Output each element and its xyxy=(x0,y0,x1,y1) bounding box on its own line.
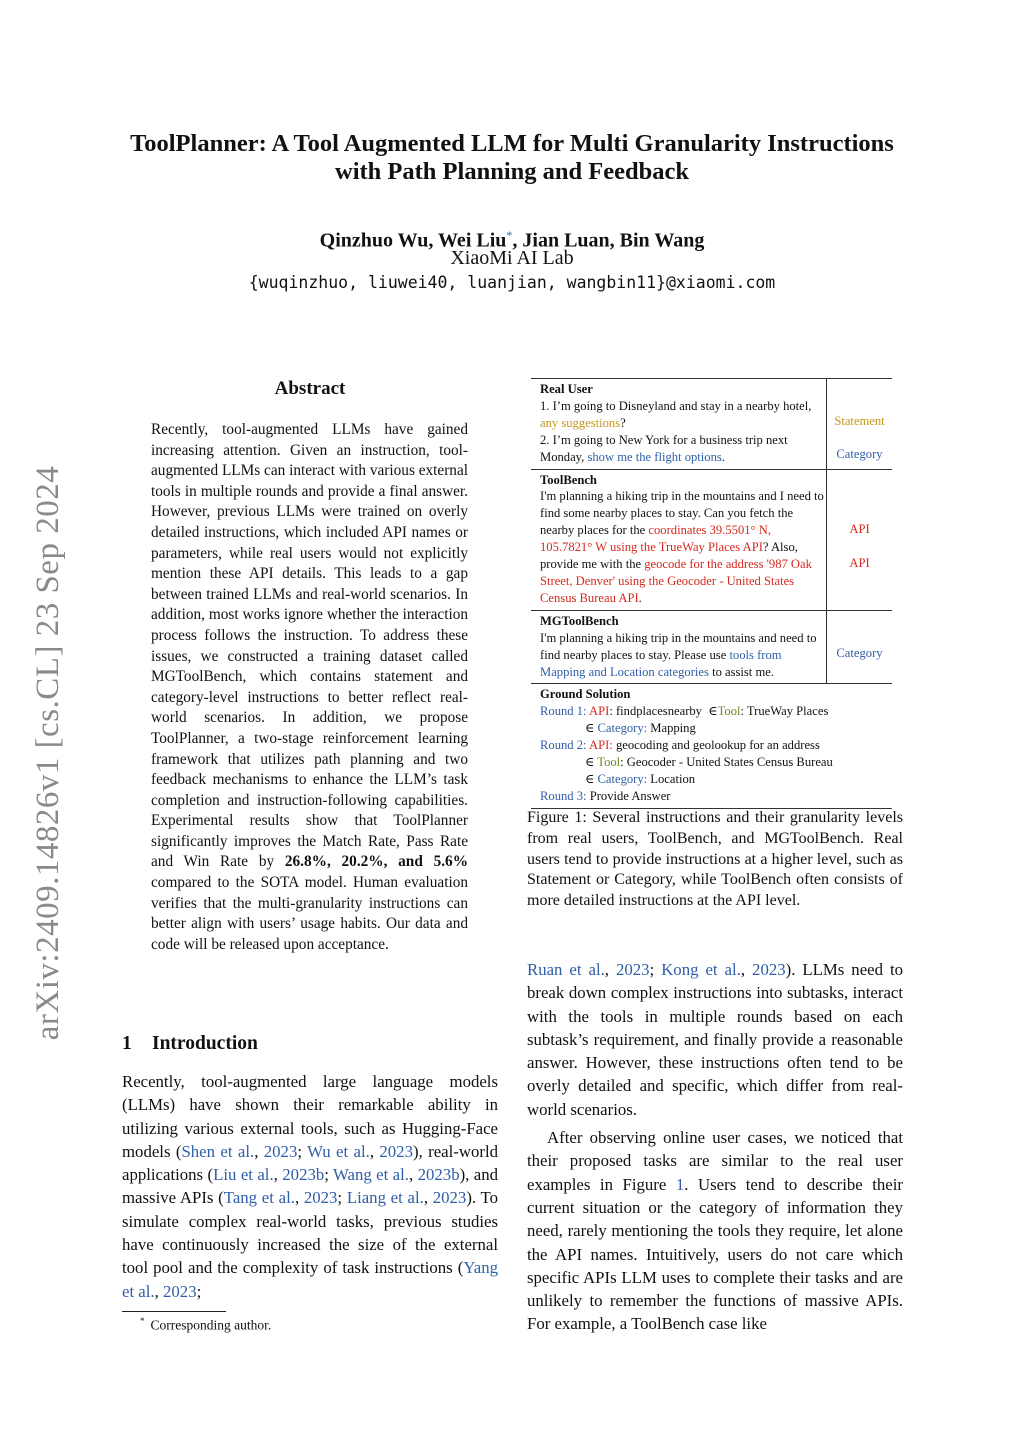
round-value: Provide Answer xyxy=(586,788,671,803)
figure-1-table xyxy=(531,378,892,809)
citation-link[interactable]: 2023 xyxy=(303,1188,338,1208)
ground-solution-heading: Ground Solution xyxy=(540,687,631,702)
citation-link[interactable]: 2023 xyxy=(379,1141,413,1161)
category-value: Mapping xyxy=(647,721,696,736)
paragraph-text: . Users tend to describe their current situation or the category of information they need, rarely mentioning the tools they require, let alone the API names. Intuitively, users do not care which specific APIs LLM uses to complete their tasks and are unlikely to remember the functions of massive APIs. For example, a ToolBench case like xyxy=(527,1174,903,1334)
abstract-text-1: Recently, tool-augmented LLMs have gained increasing attention. Given an instruction, tool-augmented LLMs can interact with various external tools in multiple rounds and provide a final answer. However, previous LLMs were trained on overly detailed instructions, which included API names or parameters, while real users would not explicitly mention these API details. This leads to a gap between trained LLMs and real-world scenarios. In addition, most works ignore whether the interaction process follows the instruction. To address these issues, we constructed a training dataset called MGToolBench, which contains statement and category-level instructions to better reflect real-world scenarios. In addition, we propose ToolPlanner, a two-stage reinforcement learning framework that utilizes path planning and two feedback mechanisms to enhance the LLM’s task completion and instruction-following capabilities. Experimental results show that ToolPlanner significantly improves the Match Rate, Pass Rate and Win Rate by xyxy=(151,421,468,871)
footnote-text: Corresponding author. xyxy=(150,1317,272,1333)
round-label: Round 2: xyxy=(540,738,587,753)
real-user-example-1 xyxy=(540,398,826,432)
api-label: API xyxy=(589,704,610,719)
category-highlight: show me the flight options xyxy=(587,449,722,464)
citation-link[interactable]: 2023 xyxy=(615,960,650,979)
intro-text: ). To simulate complex real-world tasks, previous studies have continuously increased the size of the external tool pool and the complexity of task instructions ( xyxy=(122,1188,498,1278)
citation-link[interactable]: Wu et al. xyxy=(307,1141,370,1161)
api-label: API: xyxy=(589,738,613,753)
tag-api: API xyxy=(849,555,870,570)
toolbench-section xyxy=(531,470,892,611)
round-label: Round 1: xyxy=(540,704,587,719)
author-emails: {wuqinzhuo, liuwei40, luanjian, wangbin11}@xiaomi.com xyxy=(248,273,776,292)
title-line-1: ToolPlanner: A Tool Augmented LLM for Multi Granularity Instructions xyxy=(130,130,894,157)
abstract-heading: Abstract xyxy=(274,378,346,399)
section-heading-introduction xyxy=(122,1033,258,1055)
real-user-text xyxy=(531,379,827,469)
round-1-line xyxy=(540,703,892,720)
tool-label: Tool xyxy=(597,755,621,770)
toolbench-text xyxy=(531,470,827,610)
example-text: I'm planning a hiking trip in the mountains and I need to find some nearby places to stay. Can you fetch the nearby places for the xyxy=(540,489,824,538)
category-value: Location xyxy=(647,771,696,786)
example-text: ? Also, provide me with the xyxy=(540,540,798,572)
category-highlight: tools from Mapping and Location categories xyxy=(540,647,782,679)
citation-link[interactable]: Tang et al. xyxy=(223,1188,295,1208)
footnote-mark: * xyxy=(140,1316,145,1326)
mgtoolbench-tags xyxy=(827,611,892,684)
citation-link[interactable]: 2023 xyxy=(752,960,786,979)
section-title: Introduction xyxy=(152,1033,258,1054)
tool-value: : TrueWay Places xyxy=(740,704,829,719)
real-user-section xyxy=(531,378,892,470)
real-user-example-2 xyxy=(540,432,826,466)
real-user-heading: Real User xyxy=(540,382,593,396)
element-of-symbol: ∈ xyxy=(708,704,718,719)
footnote xyxy=(140,1316,271,1334)
example-text: ? xyxy=(620,415,626,430)
category-label: Category: xyxy=(597,721,648,736)
authors-first: Qinzhuo Wu, Wei Liu xyxy=(319,229,507,252)
mgtoolbench-text xyxy=(531,611,827,684)
citation-link[interactable]: 2023 xyxy=(263,1141,298,1161)
paragraph-text: ). LLMs need to break down complex instructions into subtasks, interact with the tools in multiple rounds based on each subtask’s requirement, and finally provide a reasonable answer. However, these instructions often tend to be overly detailed and specific, which differ from real-world scenarios. xyxy=(527,960,904,1119)
api-value: geocoding and geolookup for an address xyxy=(612,738,820,753)
paragraph-text: After observing online user cases, we noticed that their proposed tasks are similar to the real user examples in Figure xyxy=(527,1128,903,1194)
citation-link[interactable]: Ruan et al. xyxy=(527,960,605,979)
title-line-2: with Path Planning and Feedback xyxy=(335,158,689,185)
mgtoolbench-heading: MGToolBench xyxy=(540,613,619,628)
citation-link[interactable]: Liu et al. xyxy=(213,1165,274,1185)
citation-link[interactable]: Liang et al. xyxy=(346,1188,424,1208)
example-text: 2. I’m going to New York for a business trip next Monday, xyxy=(540,432,788,464)
abstract-text xyxy=(151,420,468,955)
api-value: : findplacesnearby xyxy=(609,704,702,719)
authors-rest: , Jian Luan, Bin Wang xyxy=(512,229,705,252)
citation-link[interactable]: Wang et al. xyxy=(333,1165,409,1185)
intro-text: ), real-world applications ( xyxy=(122,1141,499,1185)
citation-link[interactable]: 2023 xyxy=(163,1281,197,1301)
arxiv-stamp: arXiv:2409.14826v1 [cs.CL] 23 Sep 2024 xyxy=(30,465,66,1041)
ground-solution-section xyxy=(531,684,892,807)
toolbench-heading: ToolBench xyxy=(540,472,597,487)
footnote-rule xyxy=(122,1311,226,1312)
statement-highlight: any suggestions xyxy=(540,415,621,430)
example-text: I'm planning a hiking trip in the mountains and need to find nearby places to stay. Please use xyxy=(540,630,817,662)
api-highlight: geocode for the address '987 Oak Street, Denver' using the Geocoder - United States Census Bureau API xyxy=(540,557,812,605)
round-label: Round 3: xyxy=(540,788,587,803)
figure-ref-link[interactable]: 1 xyxy=(675,1174,685,1194)
real-user-tags xyxy=(827,379,892,469)
api-highlight: coordinates 39.5501° N, 105.7821° W using the TrueWay Places API xyxy=(540,523,771,555)
intro-paragraph: Recently, tool-augmented large language models (LLMs) have shown their remarkable ability in utilizing various external tools, such as Hugging-Face models (Shen et al., 2023; Wu et al., 2023), real-world applications (Liu et al., 2023b; Wang et al., 2023b), and massive APIs (Tang et al., 2023; Liang et al., 2023). To simulate complex real-world tasks, previous studies have continuously increased the size of the external tool pool and the complexity of task instructions (Yang et al., 2023; xyxy=(122,1072,499,1301)
citation-link[interactable]: 2023b xyxy=(417,1165,460,1185)
figure-1-caption: Figure 1: Several instructions and their granularity levels from real users, ToolBench, and MGToolBench. Real users tend to provide instructions at a higher level, such as Statement or Category, while ToolBench often consists of more detailed instructions at the API level. xyxy=(527,809,903,910)
round-1-category xyxy=(540,720,892,737)
tool-value: : Geocoder - United States Census Bureau xyxy=(620,755,833,770)
element-of-symbol: ∈ xyxy=(585,755,595,770)
section-number: 1 xyxy=(122,1033,132,1054)
intro-text: Recently, tool-augmented large language models (LLMs) have shown their remarkable ability in utilizing various external tools, such as Hugging-Face models ( xyxy=(122,1072,498,1161)
element-of-symbol: ∈ xyxy=(585,721,595,736)
abstract-text-2: compared to the SOTA model. Human evaluation verifies that the multi-granularity instructions can better align with users’ usage habits. Our data and code will be released upon acceptance. xyxy=(151,874,468,953)
round-2-category xyxy=(540,771,892,788)
citation-link[interactable]: Yang et al. xyxy=(122,1258,498,1301)
round-2-line xyxy=(540,737,892,754)
round-2-tool xyxy=(540,754,892,771)
toolbench-example xyxy=(540,488,826,606)
intro-text: ), and massive APIs ( xyxy=(122,1165,499,1208)
citation-link[interactable]: 2023b xyxy=(282,1165,325,1185)
abstract-results: 26.8%, 20.2%, and 5.6% xyxy=(284,853,468,871)
example-text: 1. I’m going to Disneyland and stay in a nearby hotel, xyxy=(540,398,812,413)
example-text: to assist me. xyxy=(708,664,774,679)
category-label: Category: xyxy=(597,771,648,786)
toolbench-tags xyxy=(827,470,892,610)
round-3-line xyxy=(540,788,892,805)
tag-category: Category xyxy=(836,645,883,660)
paper-title xyxy=(100,130,924,186)
tag-category: Category xyxy=(836,447,883,461)
citation-link[interactable]: Kong et al. xyxy=(661,960,741,979)
tool-label: Tool xyxy=(717,704,741,719)
mgtoolbench-example xyxy=(540,630,826,681)
corresponding-mark[interactable]: * xyxy=(506,228,513,242)
tag-api: API xyxy=(849,521,870,536)
affiliation: XiaoMi AI Lab xyxy=(450,247,574,269)
citation-link[interactable]: Shen et al. xyxy=(181,1141,255,1161)
example-text: . xyxy=(638,590,642,605)
right-paragraph-1: Ruan et al., 2023; Kong et al., 2023). LLMs need to break down complex instructions into subtasks, interact with the tools in multiple rounds based on each subtask’s requirement, and finally provide a reasonable answer. However, these instructions often tend to be overly detailed and specific, which differ from real-world scenarios. xyxy=(527,960,904,1119)
citation-link[interactable]: 2023 xyxy=(432,1188,467,1208)
tag-statement: Statement xyxy=(834,414,885,428)
element-of-symbol: ∈ xyxy=(585,771,595,786)
example-text: . xyxy=(721,449,725,464)
right-column-text xyxy=(527,958,903,1336)
right-paragraph-2 xyxy=(527,1126,903,1336)
mgtoolbench-section xyxy=(531,611,892,685)
